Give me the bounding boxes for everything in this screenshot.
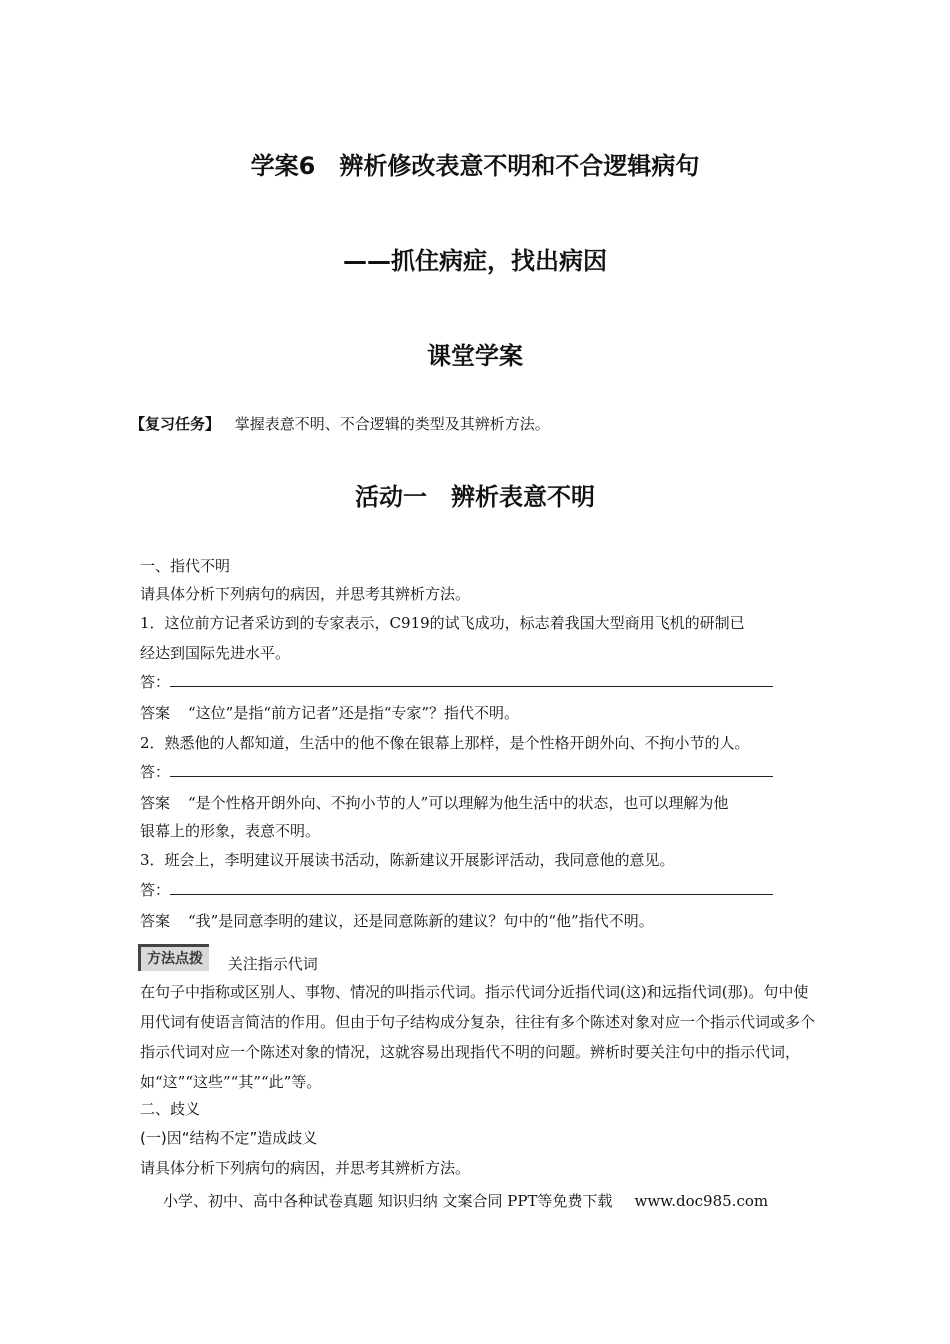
answer-blank-3[interactable]: [140, 880, 773, 900]
answer-label: 答案: [140, 704, 171, 722]
answer-1: [140, 703, 519, 723]
part2-heading: 二、歧义: [140, 1100, 201, 1118]
review-task-text: 掌握表意不明、不合逻辑的类型及其辨析方法。: [234, 415, 550, 433]
answer-2-line-1: [140, 793, 728, 813]
method-body: 在句子中指称或区别人、事物、情况的叫指示代词。指示代词分近指代词(这)和远指代词(那)。句中使用代词有使语言简洁的作用。但由于句子结构成分复杂，往往有多个陈述对象对应一个指示代词或多个指示代词对应一个陈述对象的情况，这就容易出现指代不明的问题。辨析时要关注句中的指示代词，如“这”“这些”“其”“此”等。: [140, 983, 816, 1091]
answer-blank-line[interactable]: [170, 762, 773, 777]
answer-3-text: “我”是同意李明的建议，还是同意陈新的建议？句中的“他”指代不明。: [188, 912, 654, 930]
review-task-label: 【复习任务】: [130, 415, 221, 433]
footer-url[interactable]: www.doc985.com: [634, 1192, 769, 1210]
question-3: 3．班会上，李明建议开展读书活动，陈新建议开展影评活动，我同意他的意见。: [140, 851, 675, 869]
question-2: 2．熟悉他的人都知道，生活中的他不像在银幕上那样，是个性格开朗外向、不拘小节的人。: [140, 734, 750, 752]
question-1-line-2: 经达到国际先进水平。: [140, 644, 291, 662]
page-title: 学案6 辨析修改表意不明和不合逻辑病句: [250, 152, 700, 180]
page-footer: [163, 1190, 768, 1211]
answer-1-text: “这位”是指“前方记者”还是指“专家”？指代不明。: [188, 704, 520, 722]
answer-2-text: “是个性格开朗外向、不拘小节的人”可以理解为他生活中的状态，也可以理解为他: [188, 794, 729, 812]
activity-title: 活动一 辨析表意不明: [355, 483, 595, 511]
answer-blank-1[interactable]: [140, 672, 773, 692]
answer-prompt: 答：: [140, 881, 171, 899]
answer-prompt: 答：: [140, 673, 171, 691]
page-subtitle: ——抓住病症，找出病因: [343, 247, 607, 275]
part1-heading: 一、指代不明: [140, 557, 231, 575]
answer-label: 答案: [140, 794, 171, 812]
method-badge: 方法点拨: [138, 944, 209, 971]
answer-2-line-2: 银幕上的形象，表意不明。: [140, 822, 321, 840]
answer-blank-line[interactable]: [170, 672, 773, 687]
part1-instruction: 请具体分析下列病句的病因，并思考其辨析方法。: [140, 585, 471, 603]
review-task: [130, 414, 550, 434]
method-title: 关注指示代词: [227, 955, 318, 973]
method-header: [138, 944, 318, 971]
section-title: 课堂学案: [427, 342, 523, 370]
question-1-line-1: 1．这位前方记者采访到的专家表示，C919的试飞成功，标志着我国大型商用飞机的研制已: [140, 614, 745, 632]
part2-sub-heading: (一)因“结构不定”造成歧义: [140, 1129, 318, 1147]
answer-label: 答案: [140, 912, 171, 930]
answer-blank-line[interactable]: [170, 880, 773, 895]
answer-prompt: 答：: [140, 763, 171, 781]
part2-instruction: 请具体分析下列病句的病因，并思考其辨析方法。: [140, 1159, 471, 1177]
answer-3: [140, 911, 654, 931]
answer-blank-2[interactable]: [140, 762, 773, 782]
footer-text: 小学、初中、高中各种试卷真题 知识归纳 文案合同 PPT等免费下载: [163, 1192, 613, 1210]
